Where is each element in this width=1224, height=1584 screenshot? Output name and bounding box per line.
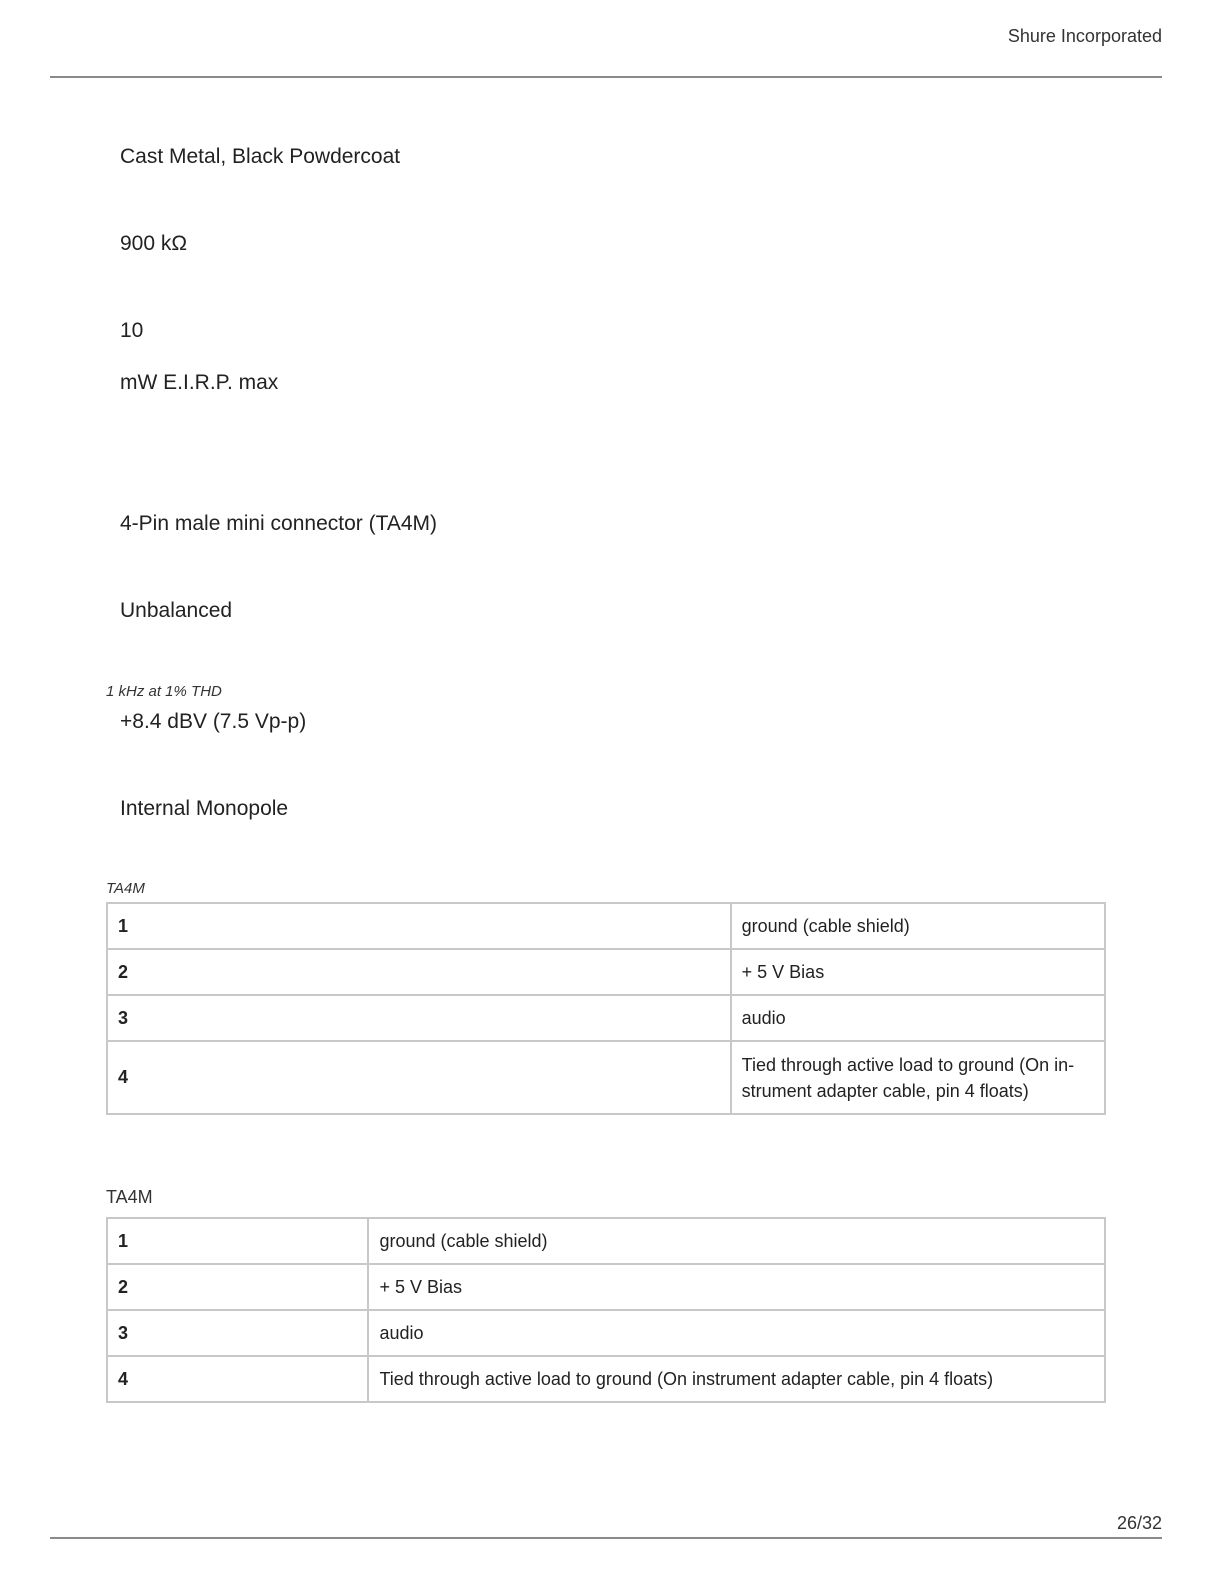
table-row	[107, 1310, 1105, 1356]
spec-max-input: +8.4 dBV (7.5 Vp-p)	[120, 710, 307, 733]
pin-description: + 5 V Bias	[368, 1264, 1105, 1310]
table-row	[107, 949, 1105, 995]
pinout-table-1	[106, 902, 1106, 1115]
pin-number: 4	[107, 1356, 368, 1402]
spec-rf-power-unit: mW E.I.R.P. max	[120, 371, 279, 394]
pin-description: Tied through active load to ground (On instrument adapter cable, pin 4 floats)	[368, 1356, 1105, 1402]
table-row	[107, 1218, 1105, 1264]
header-divider	[50, 76, 1162, 78]
footer-divider	[50, 1537, 1162, 1539]
spec-antenna: Internal Monopole	[120, 797, 289, 820]
spec-rf-power-value: 10	[120, 319, 144, 342]
pin-number: 1	[107, 903, 731, 949]
spec-housing: Cast Metal, Black Powdercoat	[120, 145, 401, 168]
pin-number: 2	[107, 1264, 368, 1310]
table-row	[107, 1041, 1105, 1114]
pin-number: 2	[107, 949, 731, 995]
pin-number: 4	[107, 1041, 731, 1114]
spec-configuration: Unbalanced	[120, 599, 233, 622]
table-row	[107, 1356, 1105, 1402]
header-company-name: Shure Incorporated	[1007, 26, 1162, 46]
pin-number: 3	[107, 995, 731, 1041]
page-number: 26/32	[1116, 1513, 1162, 1533]
spec-connector: 4-Pin male mini connector (TA4M)	[120, 512, 438, 535]
table-row	[107, 903, 1105, 949]
pinout-table-2	[106, 1217, 1106, 1403]
pin-number: 1	[107, 1218, 368, 1264]
spec-max-input-note: 1 kHz at 1% THD	[106, 683, 222, 700]
table1-caption: TA4M	[106, 880, 145, 897]
table-row	[107, 995, 1105, 1041]
table2-caption: TA4M	[106, 1187, 153, 1207]
pin-description: + 5 V Bias	[731, 949, 1105, 995]
table-row	[107, 1264, 1105, 1310]
pin-description: Tied through active load to ground (On in-strument adapter cable, pin 4 floats)	[731, 1041, 1105, 1114]
spec-impedance: 900 kΩ	[120, 232, 188, 255]
pin-number: 3	[107, 1310, 368, 1356]
pin-description: ground (cable shield)	[368, 1218, 1105, 1264]
pin-description: audio	[368, 1310, 1105, 1356]
pin-description: audio	[731, 995, 1105, 1041]
pin-description: ground (cable shield)	[731, 903, 1105, 949]
